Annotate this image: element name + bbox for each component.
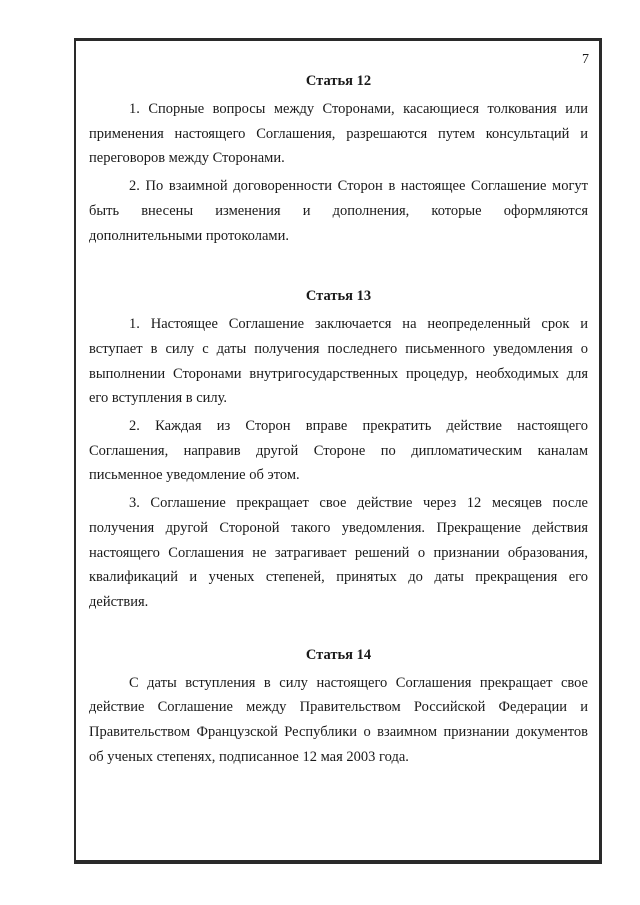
page-number: 7: [582, 52, 589, 67]
article-paragraph: 3. Соглашение прекращает свое действие через 12 месяцев после получения другой Стороной такого уведомления. Прекращение действия настоящего Соглашения не затрагивает решений о признании образования, квалификаций и ученых степеней, принятых до даты прекращения его действия.: [89, 495, 588, 610]
article-title: Статья 13: [305, 288, 372, 305]
article-title: Статья 12: [305, 73, 372, 89]
article-12: [89, 72, 588, 248]
article-14: [89, 646, 588, 770]
article-13: [89, 287, 588, 614]
article-paragraph: С даты вступления в силу настоящего Соглашения прекращает свое действие Соглашение между Правительством Российской Федерации и Правительством Французской Республики о взаимном признании документов об ученых степенях, подписанное 12 мая 2003 года.: [89, 674, 588, 765]
article-title: Статья 14: [305, 646, 372, 663]
document-body: [89, 72, 588, 769]
article-paragraph: 1. Настоящее Соглашение заключается на неопределенный срок и вступает в силу с даты получения последнего письменного уведомления о выполнении Сторонами внутригосударственных процедур, необходимых для его вступления в силу.: [89, 316, 588, 407]
article-paragraph: 1. Спорные вопросы между Сторонами, касающиеся толкования или применения настоящего Соглашения, разрешаются путем консультаций и переговоров между Сторонами.: [89, 101, 588, 167]
article-paragraph: 2. По взаимной договоренности Сторон в настоящее Соглашение могут быть внесены изменения и дополнения, которые оформляются дополнительными протоколами.: [89, 178, 588, 244]
article-paragraph: 2. Каждая из Сторон вправе прекратить действие настоящего Соглашения, направив другой Стороне по дипломатическим каналам письменное уведомление об этом.: [89, 418, 588, 484]
